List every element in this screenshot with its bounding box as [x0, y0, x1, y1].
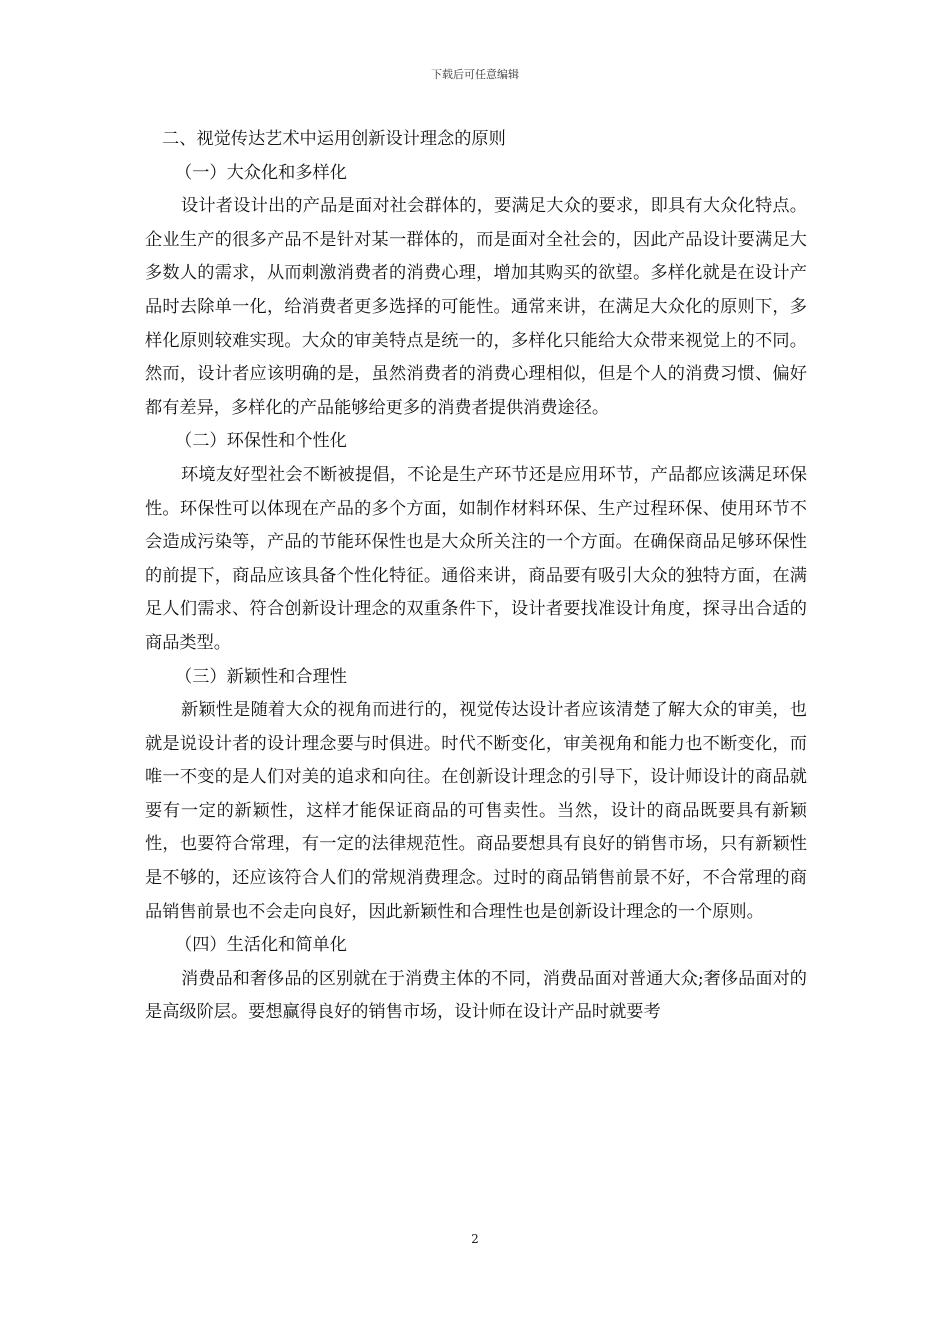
subsection-body-2: 环境友好型社会不断被提倡，不论是生产环节还是应用环节，产品都应该满足环保性。环保性可以体现在产品的多个方面，如制作材料环保、生产过程环保、使用环节不会造成污染等，产品的节能环保性也是大众所关注的一个方面。在确保商品足够环保性的前提下，商品应该具备个性化特征。通俗来讲，商品要有吸引大众的独特方面，在满足人们需求、符合创新设计理念的双重条件下，设计者要找准设计角度，探寻出合适的商品类型。: [145, 464, 807, 653]
document-body: [145, 123, 807, 1030]
subsection-body-3: 新颖性是随着大众的视角而进行的，视觉传达设计者应该清楚了解大众的审美，也就是说设计者的设计理念要与时俱进。时代不断变化，审美视角和能力也不断变化，而唯一不变的是人们对美的追求和向往。在创新设计理念的引导下，设计师设计的商品就要有一定的新颖性，这样才能保证商品的可售卖性。当然，设计的商品既要具有新颖性，也要符合常理，有一定的法律规范性。商品要想具有良好的销售市场，只有新颖性是不够的，还应该符合人们的常规消费理念。过时的商品销售前景不好，不合常理的商品销售前景也不会走向良好，因此新颖性和合理性也是创新设计理念的一个原则。: [145, 700, 807, 922]
section-title: 二、视觉传达艺术中运用创新设计理念的原则: [162, 129, 506, 149]
subsection-title-4: （四）生活化和简单化: [175, 935, 347, 956]
subsection-title-1: （一）大众化和多样化: [175, 162, 347, 183]
page-number: 2: [471, 1232, 479, 1246]
page-header-note: 下载后可任意编辑: [431, 68, 519, 81]
subsection-title-2: （二）环保性和个性化: [175, 431, 347, 452]
subsection-body-4: 消费品和奢侈品的区别就在于消费主体的不同，消费品面对普通大众;奢侈品面对的是高级阶层。要想赢得良好的销售市场，设计师在设计产品时就要考: [145, 968, 807, 1023]
subsection-title-3: （三）新颖性和合理性: [175, 666, 347, 687]
subsection-body-1: 设计者设计出的产品是面对社会群体的，要满足大众的要求，即具有大众化特点。企业生产的很多产品不是针对某一群体的，而是面对全社会的，因此产品设计要满足大多数人的需求，从而刺激消费者的消费心理，增加其购买的欲望。多样化就是在设计产品时去除单一化，给消费者更多选择的可能性。通常来讲，在满足大众化的原则下，多样化原则较难实现。大众的审美特点是统一的，多样化只能给大众带来视觉上的不同。然而，设计者应该明确的是，虽然消费者的消费心理相似，但是个人的消费习惯、偏好都有差异，多样化的产品能够给更多的消费者提供消费途径。: [145, 196, 807, 418]
